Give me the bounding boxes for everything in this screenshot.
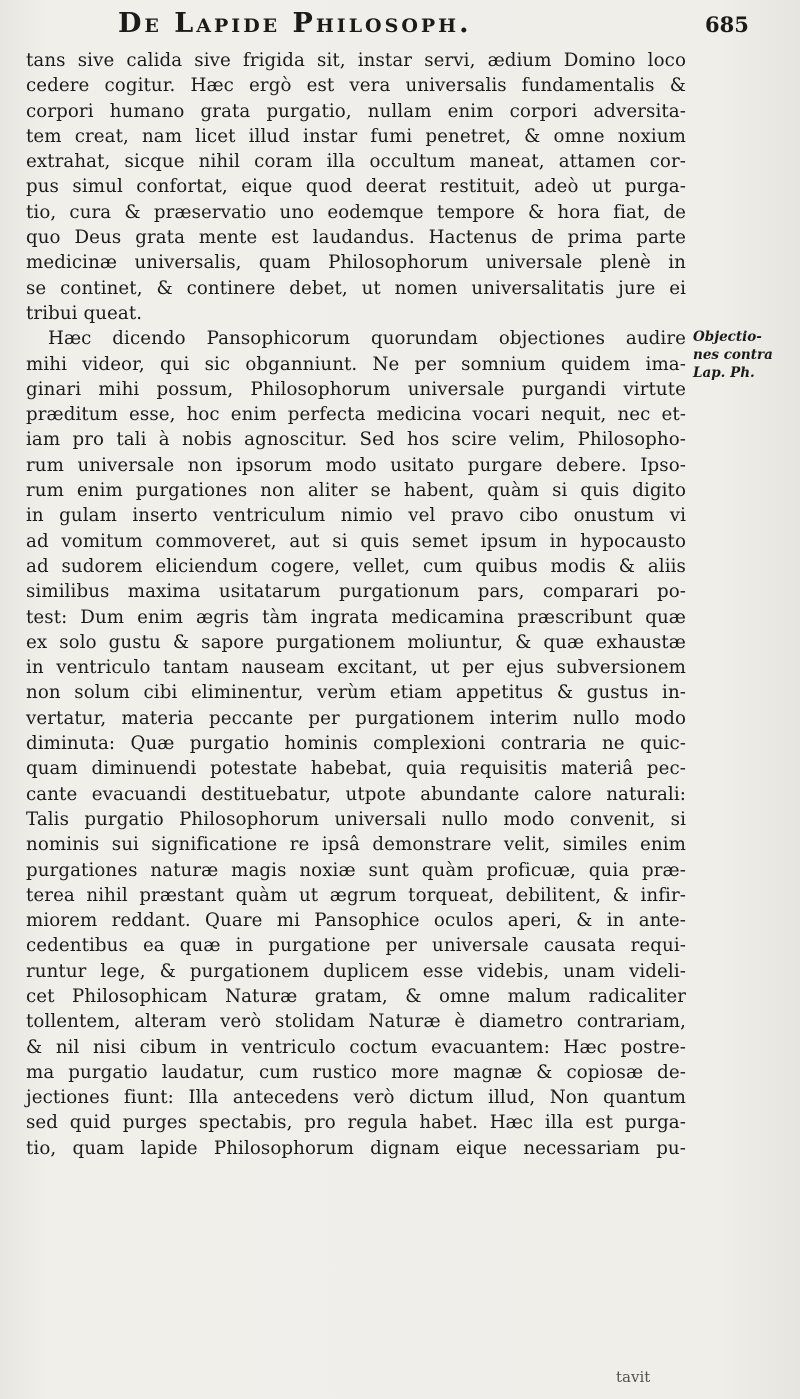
text-line: ma purgatio laudatur, cum rustico more magnæ & copiosæ de- (26, 1061, 686, 1083)
margin-note-line: nes contra (693, 347, 773, 363)
text-line: test: Dum enim ægris tàm ingrata medicamina præscribunt quæ (26, 606, 686, 628)
text-line: jectiones fiunt: Illa antecedens verò dictum illud, Non quantum (26, 1087, 686, 1109)
text-line: cet Philosophicam Naturæ gratam, & omne malum radicaliter (26, 985, 686, 1007)
text-line: diminuta: Quæ purgatio hominis complexioni contraria ne quic- (26, 733, 686, 755)
text-line: non solum cibi eliminentur, verùm etiam appetitus & gustus in- (26, 682, 686, 704)
text-line: sed quid purges spectabis, pro regula habet. Hæc illa est purga- (26, 1112, 686, 1134)
text-line: cedentibus ea quæ in purgatione per universale causata requi- (26, 935, 686, 957)
text-line: ex solo gustu & sapore purgationem moliuntur, & quæ exhaustæ (26, 631, 686, 653)
text-line: medicinæ universalis, quam Philosophorum universale plenè in (26, 252, 686, 274)
text-line: tio, cura & præservatio uno eodemque tempore & hora fiat, de (26, 201, 686, 223)
text-line-indented: Hæc dicendo Pansophicorum quorundam objectiones audire (48, 328, 686, 350)
text-line: nominis sui significatione re ipsâ demonstrare velit, similes enim (26, 834, 686, 856)
text-line: Talis purgatio Philosophorum universali nullo modo convenit, si (26, 808, 686, 830)
catchword: tavit (616, 1368, 651, 1386)
text-line: similibus maxima usitatarum purgationum pars, comparari po- (26, 581, 686, 603)
text-line: vertatur, materia peccante per purgationem interim nullo modo (26, 707, 686, 729)
text-line: ad sudorem eliciendum cogere, vellet, cum quibus modis & aliis (26, 555, 686, 577)
text-line: tollentem, alteram verò stolidam Naturæ è diametro contrariam, (26, 1011, 686, 1033)
text-line: cante evacuandi destituebatur, utpote abundante calore naturali: (26, 783, 686, 805)
text-line: tans sive calida sive frigida sit, instar servi, ædium Domino loco (26, 50, 686, 71)
text-line: quo Deus grata mente est laudandus. Hactenus de prima parte (26, 227, 686, 249)
text-line: se continet, & continere debet, ut nomen universalitatis jure ei (26, 277, 686, 299)
text-line: ginari mihi possum, Philosophorum universale purgandi virtute (26, 378, 686, 400)
text-line: rum enim purgationes non aliter se habent, quàm si quis digito (26, 480, 686, 502)
text-line: tio, quam lapide Philosophorum dignam eique necessariam pu- (26, 1137, 686, 1159)
text-line: tem creat, nam licet illud instar fumi penetret, & omne noxium (26, 125, 686, 147)
body-text (26, 48, 686, 1161)
text-line: rum universale non ipsorum modo usitato purgare debere. Ipso- (26, 454, 686, 476)
text-line: runtur lege, & purgationem duplicem esse videbis, unam videli- (26, 960, 686, 982)
text-line: corpori humano grata purgatio, nullam enim corpori adversita- (26, 100, 686, 122)
text-line: terea nihil præstant quàm ut ægrum torqueat, debilitent, & infir- (26, 884, 686, 906)
text-line: purgationes naturæ magis noxiæ sunt quàm proficuæ, quia præ- (26, 859, 686, 881)
text-line: præditum esse, hoc enim perfecta medicina vocari nequit, nec et- (26, 404, 686, 426)
text-line: cedere cogitur. Hæc ergò est vera universalis fundamentalis & (26, 75, 686, 97)
running-head: De Lapide Philosoph. (118, 8, 472, 39)
page-header (0, 8, 800, 48)
text-line: extrahat, sicque nihil coram illa occultum maneat, attamen cor- (26, 151, 686, 173)
text-line: pus simul confortat, eique quod deerat restituit, adeò ut purga- (26, 176, 686, 198)
margin-note-line: Lap. Ph. (693, 365, 755, 381)
text-line: in ventriculo tantam nauseam excitant, ut per ejus subversionem (26, 657, 686, 679)
text-line: mihi videor, qui sic obganniunt. Ne per somnium quidem ima- (26, 353, 686, 375)
text-line: miorem reddant. Quare mi Pansophice oculos aperi, & in ante- (26, 910, 686, 932)
text-line: quam diminuendi potestate habebat, quia requisitis materiâ pec- (26, 758, 686, 780)
text-line: in gulam inserto ventriculum nimio vel pravo cibo onustum vi (26, 505, 686, 527)
margin-note-line: Objectio- (693, 329, 762, 345)
margin-note (693, 328, 797, 382)
text-line: tribui queat. (26, 302, 143, 324)
text-line: ad vomitum commoveret, aut si quis semet ipsum in hypocausto (26, 530, 686, 552)
text-line: iam pro tali à nobis agnoscitur. Sed hos scire velim, Philosopho- (26, 429, 686, 451)
text-line: & nil nisi cibum in ventriculo coctum evacuantem: Hæc postre- (26, 1036, 686, 1058)
page-number: 685 (705, 12, 749, 37)
